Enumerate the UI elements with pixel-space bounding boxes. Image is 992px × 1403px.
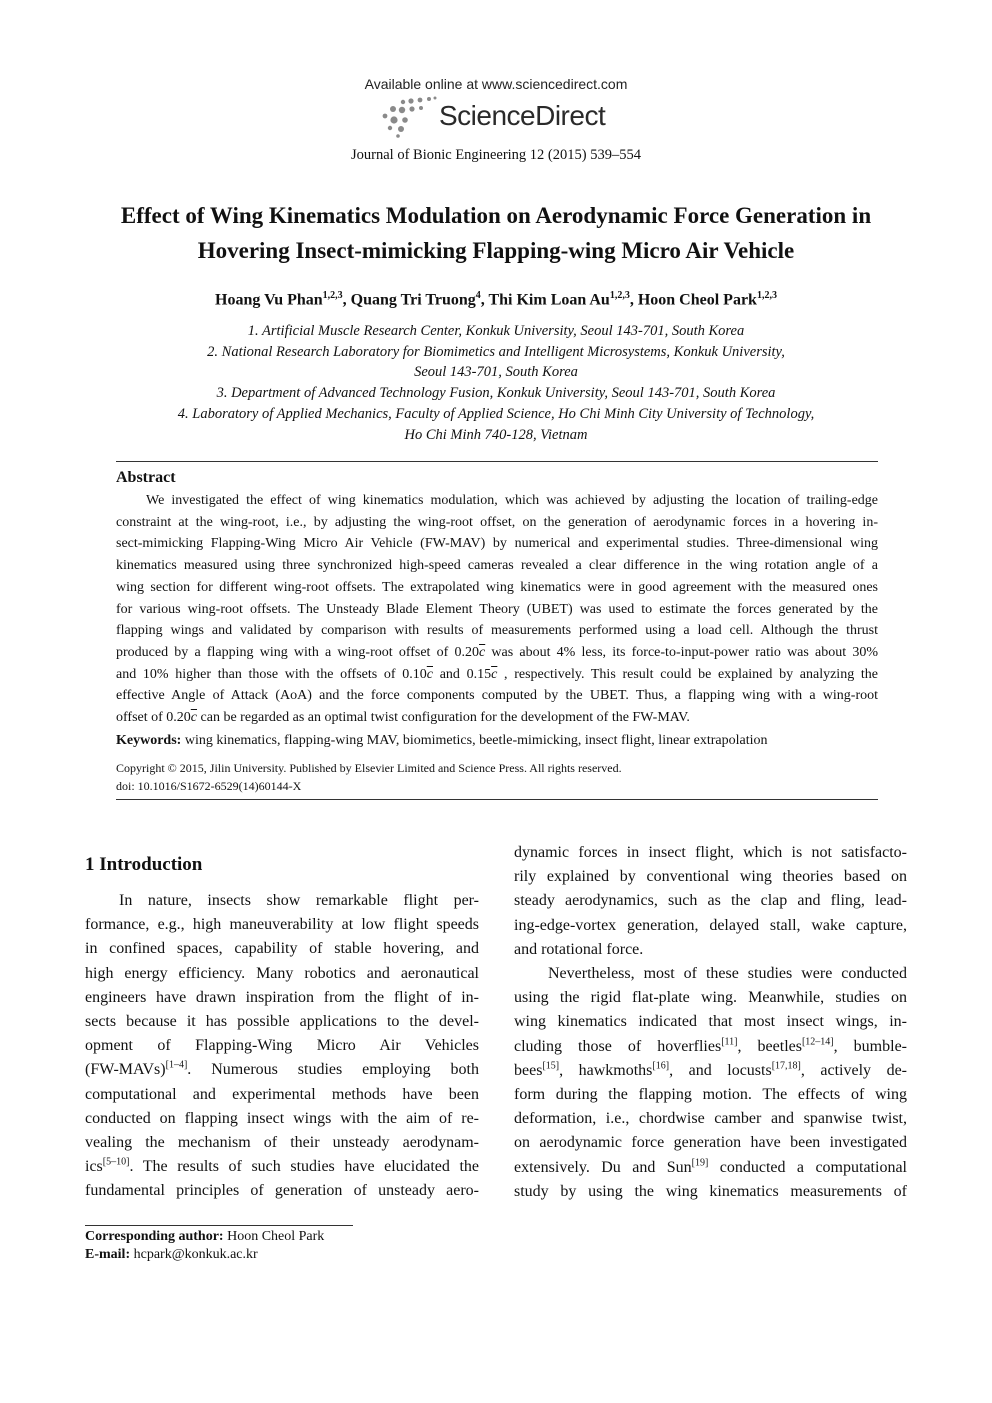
author-email [85,1246,324,1264]
body-fragment: , hawkmoths [559,1061,653,1079]
citation-ref[interactable]: [12–14] [801,1036,834,1048]
body-line: vealing the mechanism of their unsteady aerodynam- [85,1134,479,1152]
body-fragment: extensively. Du and Sun [514,1158,692,1176]
author-name: Thi Kim Loan Au [488,291,610,309]
body-line: dynamic forces in insect flight, which is not satisfacto- [514,844,907,861]
body-column-right [514,841,907,1204]
abstract-fragment: can be regarded as an optimal twist configuration for the development of the FW-MAV. [197,710,690,726]
email-address[interactable]: hcpark@konkuk.ac.kr [130,1247,258,1262]
body-line [85,1155,479,1179]
abstract-fragment: and 10% higher than those with the offsets of 0.10 [116,666,427,682]
author-name: Hoang Vu Phan [215,291,323,309]
title-line: Effect of Wing Kinematics Modulation on Aerodynamic Force Generation in [120,203,872,228]
body-line: sects because it has possible applications to the devel- [85,1013,479,1031]
copyright-notice: Copyright © 2015, Jilin University. Published by Elsevier Limited and Science Press. All rights reserved. [116,761,622,775]
affiliation-line: Seoul 143-701, South Korea [414,364,578,381]
body-fragment: , bumble- [833,1037,908,1055]
body-line: wing kinematics indicated that most insect wings, in- [514,1013,907,1031]
body-fragment: conducted a computational [708,1158,907,1176]
body-fragment: ics [85,1158,103,1176]
body-line [514,1059,907,1083]
body-line: In nature, insects show remarkable flight per- [119,892,479,909]
body-line: and rotational force. [514,940,644,958]
author-affiliation-mark: 1,2,3 [609,290,630,301]
sciencedirect-dots-icon [381,96,437,138]
corresponding-author [85,1228,324,1246]
copyright-block [116,759,622,795]
body-line: form during the flapping motion. The effects of wing [514,1086,907,1104]
abstract-bottom-rule [116,799,878,800]
citation-ref[interactable]: [15] [542,1060,560,1072]
abstract-text [116,490,878,729]
affiliation-line: 2. National Research Laboratory for Biomimetics and Intelligent Microsystems, Konkuk University, [207,343,785,360]
section-heading-introduction: 1 Introduction [85,854,203,875]
body-line: high energy efficiency. Many robotics and aeronautical [85,964,479,982]
abstract-line: flapping wings and validated by comparison with results of measurements performed using a load cell. Although the thrust [116,623,878,639]
c-bar-symbol: $\overline{c}$ [479,644,486,660]
abstract-line: wing section for different wing-root offsets. The extrapolated wing kinematics were in good agreement with the measured ones [116,579,878,595]
author-affiliation-mark: 4 [475,290,481,301]
abstract-line: effective Angle of Attack (AoA) and the force components computed by the UBET. Thus, a flapping wing with a wing-root [116,688,878,704]
author-affiliation-mark: 1,2,3 [322,290,343,301]
body-line: deformation, i.e., chordwise camber and spanwise twist, [514,1110,907,1128]
author-list: Hoang Vu Phan$^{1,2,3}$, Quang Tri Truong$^4$, Thi Kim Loan Au$^{1,2,3}$, Hoon Cheol Park$^{1,2,3}$ [215,290,777,309]
body-line: opment of Flapping-Wing Micro Air Vehicles [85,1037,479,1055]
keywords-list: wing kinematics, flapping-wing MAV, biomimetics, beetle-mimicking, insect flight, linear extrapolation [181,733,768,748]
abstract-fragment: , respectively. This result could be explained by analyzing the [497,666,878,682]
abstract-line [116,664,878,686]
body-line: in confined spaces, capability of stable hovering, and [85,940,479,958]
footnote-rule [85,1225,353,1226]
body-fragment: , actively de- [800,1061,908,1079]
body-column-left [85,889,479,1204]
citation-ref[interactable]: [17,18] [771,1060,801,1072]
author-affiliation-mark: 1,2,3 [756,290,777,301]
body-line: fundamental principles of generation of unsteady aero- [85,1182,479,1200]
abstract-fragment: produced by a flapping wing with a wing-root offset of 0.20 [116,644,479,660]
abstract-line: constraint at the wing-root, i.e., by adjusting the wing-root offset, on the generation of aerodynamic forces in a hovering in- [116,514,878,530]
affiliation-line: 1. Artificial Muscle Research Center, Konkuk University, Seoul 143-701, South Korea [247,323,745,339]
body-line [85,1058,479,1082]
body-fragment: , beetles [737,1037,802,1055]
body-line: steady aerodynamics, such as the clap and fling, lead- [514,892,907,910]
abstract-heading: Abstract [116,469,176,486]
body-line: ing-edge-vortex generation, delayed stall, wake capture, [514,916,907,934]
body-line: on aerodynamic force generation have been investigated [514,1134,907,1152]
citation-ref[interactable]: [16] [652,1060,670,1072]
c-bar-symbol: $\overline{c}$ [190,710,198,726]
body-line: Nevertheless, most of these studies were conducted [548,965,907,983]
affiliation-line: 3. Department of Advanced Technology Fusion, Konkuk University, Seoul 143-701, South Korea [216,385,776,402]
citation-ref[interactable]: [5–10] [102,1156,130,1168]
body-line: using the rigid flat-plate wing. Meanwhile, studies on [514,989,907,1007]
body-fragment: cluding those of hoverflies [514,1037,722,1055]
body-line: engineers have drawn inspiration from the flight of in- [85,988,479,1006]
sciencedirect-logo[interactable] [381,96,621,138]
affiliation-line: Ho Chi Minh 740-128, Vietnam [404,426,588,443]
abstract-line: sect-mimicking Flapping-Wing Micro Air Vehicle (FW-MAV) by numerical and experimental studies. Three-dimensional wing [116,536,878,552]
author-name: Quang Tri Truong [350,291,476,309]
body-line: computational and experimental methods have been [85,1085,479,1103]
body-line: formance, e.g., high maneuverability at low flight speeds [85,916,479,934]
email-label: E-mail: [85,1247,131,1262]
affiliation-line: 4. Laboratory of Applied Mechanics, Faculty of Applied Science, Ho Chi Minh City University of Technology, [177,405,815,422]
author-name: Hoon Cheol Park [637,291,757,309]
abstract-fragment: offset of 0.20 [116,710,191,726]
body-fragment: , and locusts [669,1061,772,1079]
abstract-fragment: and 0.15 [433,666,492,682]
body-fragment: . Numerous studies employing both [187,1061,479,1079]
title-line: Hovering Insect-mimicking Flapping-wing Micro Air Vehicle [197,238,795,263]
c-bar-symbol: $\overline{c}$ [426,666,433,682]
abstract-fragment: was about 4% less, its force-to-input-power ratio was about 30% [485,644,879,660]
available-online-text: Available online at www.sciencedirect.com [364,76,628,92]
abstract-top-rule [116,461,878,462]
body-line: conducted on flapping insect wings with the aim of re- [85,1109,479,1127]
body-line [514,1156,907,1180]
citation-ref[interactable]: [11] [721,1036,738,1048]
paper-title [0,198,992,268]
affiliations [0,321,992,445]
keywords [116,733,768,749]
body-line [514,1035,907,1059]
body-fragment: (FW-MAVs) [85,1061,166,1079]
journal-citation: Journal of Bionic Engineering 12 (2015) 539–554 [351,147,641,163]
abstract-line: We investigated the effect of wing kinematics modulation, which was achieved by adjusting the location of trailing-edge [146,493,878,508]
keywords-label: Keywords: [116,733,182,748]
abstract-line: for various wing-root offsets. The Unsteady Blade Element Theory (UBET) was used to estimate the forces generated by the [116,601,878,617]
abstract-line: kinematics measured using three synchronized high-speed cameras revealed a clear difference in the wing rotation angle of a [116,558,878,574]
abstract-line [116,707,878,729]
citation-ref[interactable]: [19] [691,1157,709,1169]
body-line: study by using the wing kinematics measurements of [514,1182,907,1200]
body-line: rily explained by conventional wing theories based on [514,868,907,886]
abstract-line [116,642,878,664]
corresponding-author-name: Hoon Cheol Park [223,1229,325,1244]
corresponding-author-label: Corresponding author: [85,1229,224,1244]
body-fragment: bees [514,1061,543,1079]
footnote [85,1228,324,1264]
body-fragment: . The results of such studies have elucidated the [129,1158,479,1176]
doi-link[interactable]: doi: 10.1016/S1672-6529(14)60144-X [116,779,302,793]
c-bar-symbol: $\overline{c}$ [491,666,498,682]
citation-ref[interactable]: [1–4] [165,1060,188,1072]
sciencedirect-wordmark: ScienceDirect [439,100,606,131]
